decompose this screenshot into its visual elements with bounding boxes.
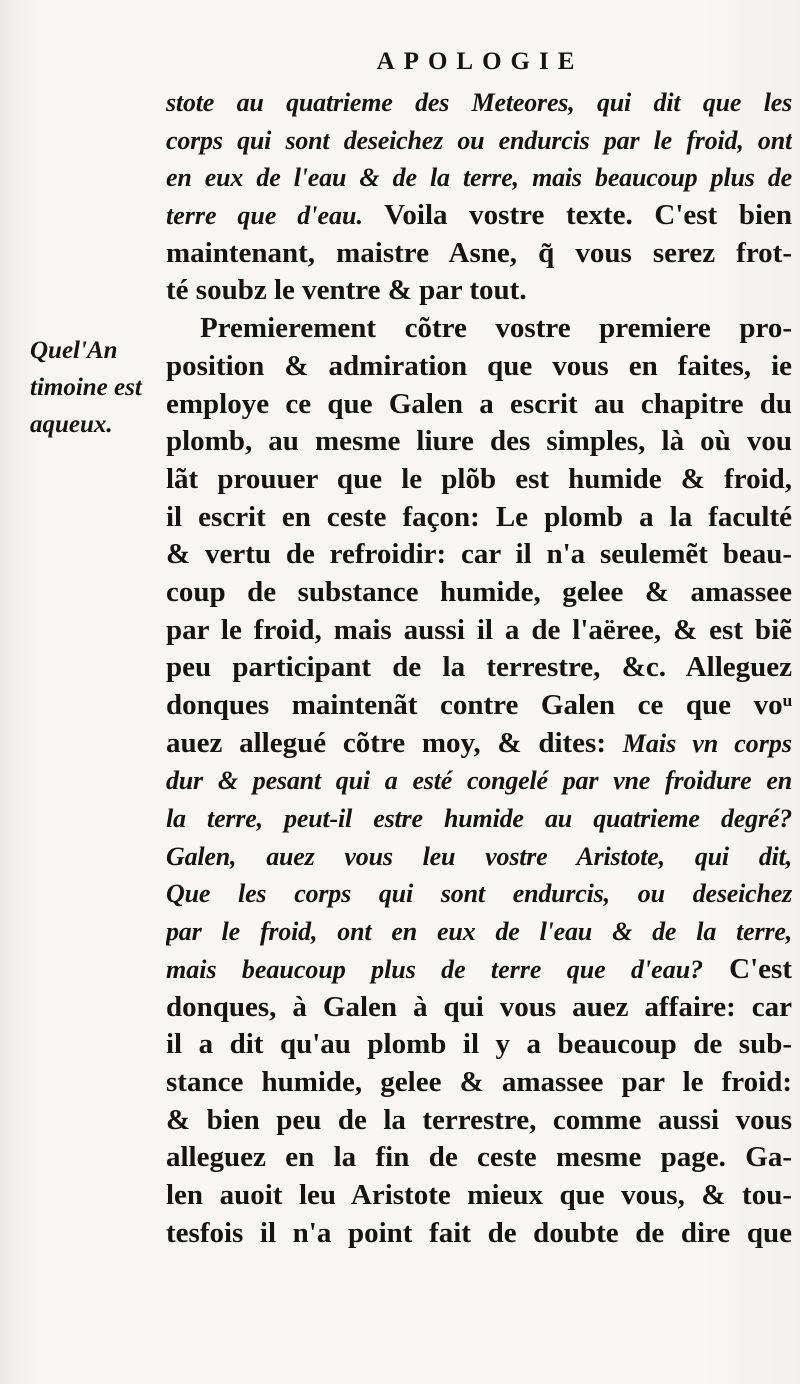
text-line: stance humide, gelee & amassee par le froid: <box>166 1065 792 1098</box>
text-line <box>166 951 792 989</box>
text-line: Que les corps qui sont endurcis, ou deseichez <box>166 879 792 909</box>
text-line: par le froid, mais aussi il a de l'aëree, & est biẽ <box>166 613 792 646</box>
body-text <box>166 84 792 1252</box>
margin-note-line: aqueux. <box>30 411 113 438</box>
text-line: tesfois il n'a point fait de doubte de dire que <box>166 1216 792 1249</box>
text-line: corps qui sont deseichez ou endurcis par le froid, ont <box>166 125 792 155</box>
text-line: dur & pesant qui a esté congelé par vne froidure en <box>166 766 792 796</box>
text-line-italic: Mais vn corps <box>622 728 792 758</box>
text-line-roman: auez allegué cõtre moy, & dites: <box>166 726 623 759</box>
text-line: en eux de l'eau & de la terre, mais beaucoup plus de <box>166 163 792 193</box>
text-line: plomb, au mesme liure des simples, là où vou <box>166 425 792 458</box>
text-line <box>166 725 792 763</box>
text-line: peu participant de la terrestre, &c. Alleguez <box>166 651 792 684</box>
text-line-roman: C'est <box>703 952 792 985</box>
margin-note <box>30 332 170 443</box>
text-line-italic: mais beaucoup plus de terre que d'eau? <box>166 954 704 984</box>
text-line: il a dit qu'au plomb il y a beaucoup de sub- <box>166 1028 792 1061</box>
text-line: Galen, auez vous leu vostre Aristote, qui dit, <box>166 841 792 871</box>
text-line: lãt prouuer que le plõb est humide & froid, <box>166 462 792 495</box>
text-line: coup de substance humide, gelee & amassee <box>166 575 792 608</box>
text-line: maintenant, maistre Asne, q̃ vous serez frot- <box>166 236 792 269</box>
text-line: & vertu de refroidir: car il n'a seulemẽt beau- <box>166 538 792 571</box>
text-line-roman: Voila vostre texte. C'est bien <box>363 199 792 232</box>
running-head: APOLOGIE <box>376 48 584 75</box>
text-line: par le froid, ont en eux de l'eau & de la terre, <box>166 917 792 947</box>
text-line: len auoit leu Aristote mieux que vous, & tou- <box>166 1178 792 1211</box>
text-line: employe ce que Galen a escrit au chapitre du <box>166 387 792 420</box>
text-line: donques maintenãt contre Galen ce que voᵘ <box>166 689 792 721</box>
text-line: position & admiration que vous en faites, ie <box>166 349 792 382</box>
text-line <box>166 197 792 235</box>
text-line-italic: terre que d'eau. <box>166 201 364 231</box>
text-line: la terre, peut-il estre humide au quatrieme degré? <box>166 804 792 834</box>
text-line: & bien peu de la terrestre, comme aussi vous <box>166 1103 792 1136</box>
text-line: donques, à Galen à qui vous auez affaire: car <box>166 990 792 1023</box>
text-line: Premierement cõtre vostre premiere pro- <box>200 312 792 345</box>
margin-note-line: Quel'An <box>30 337 118 364</box>
text-line: té soubz le ventre & par tout. <box>166 274 527 307</box>
text-line: stote au quatrieme des Meteores, qui dit que les <box>166 88 792 117</box>
margin-note-line: timoine est <box>30 374 142 401</box>
text-line: il escrit en ceste façon: Le plomb a la faculté <box>166 500 792 533</box>
text-line: alleguez en la fin de ceste mesme page. Ga- <box>166 1141 792 1174</box>
